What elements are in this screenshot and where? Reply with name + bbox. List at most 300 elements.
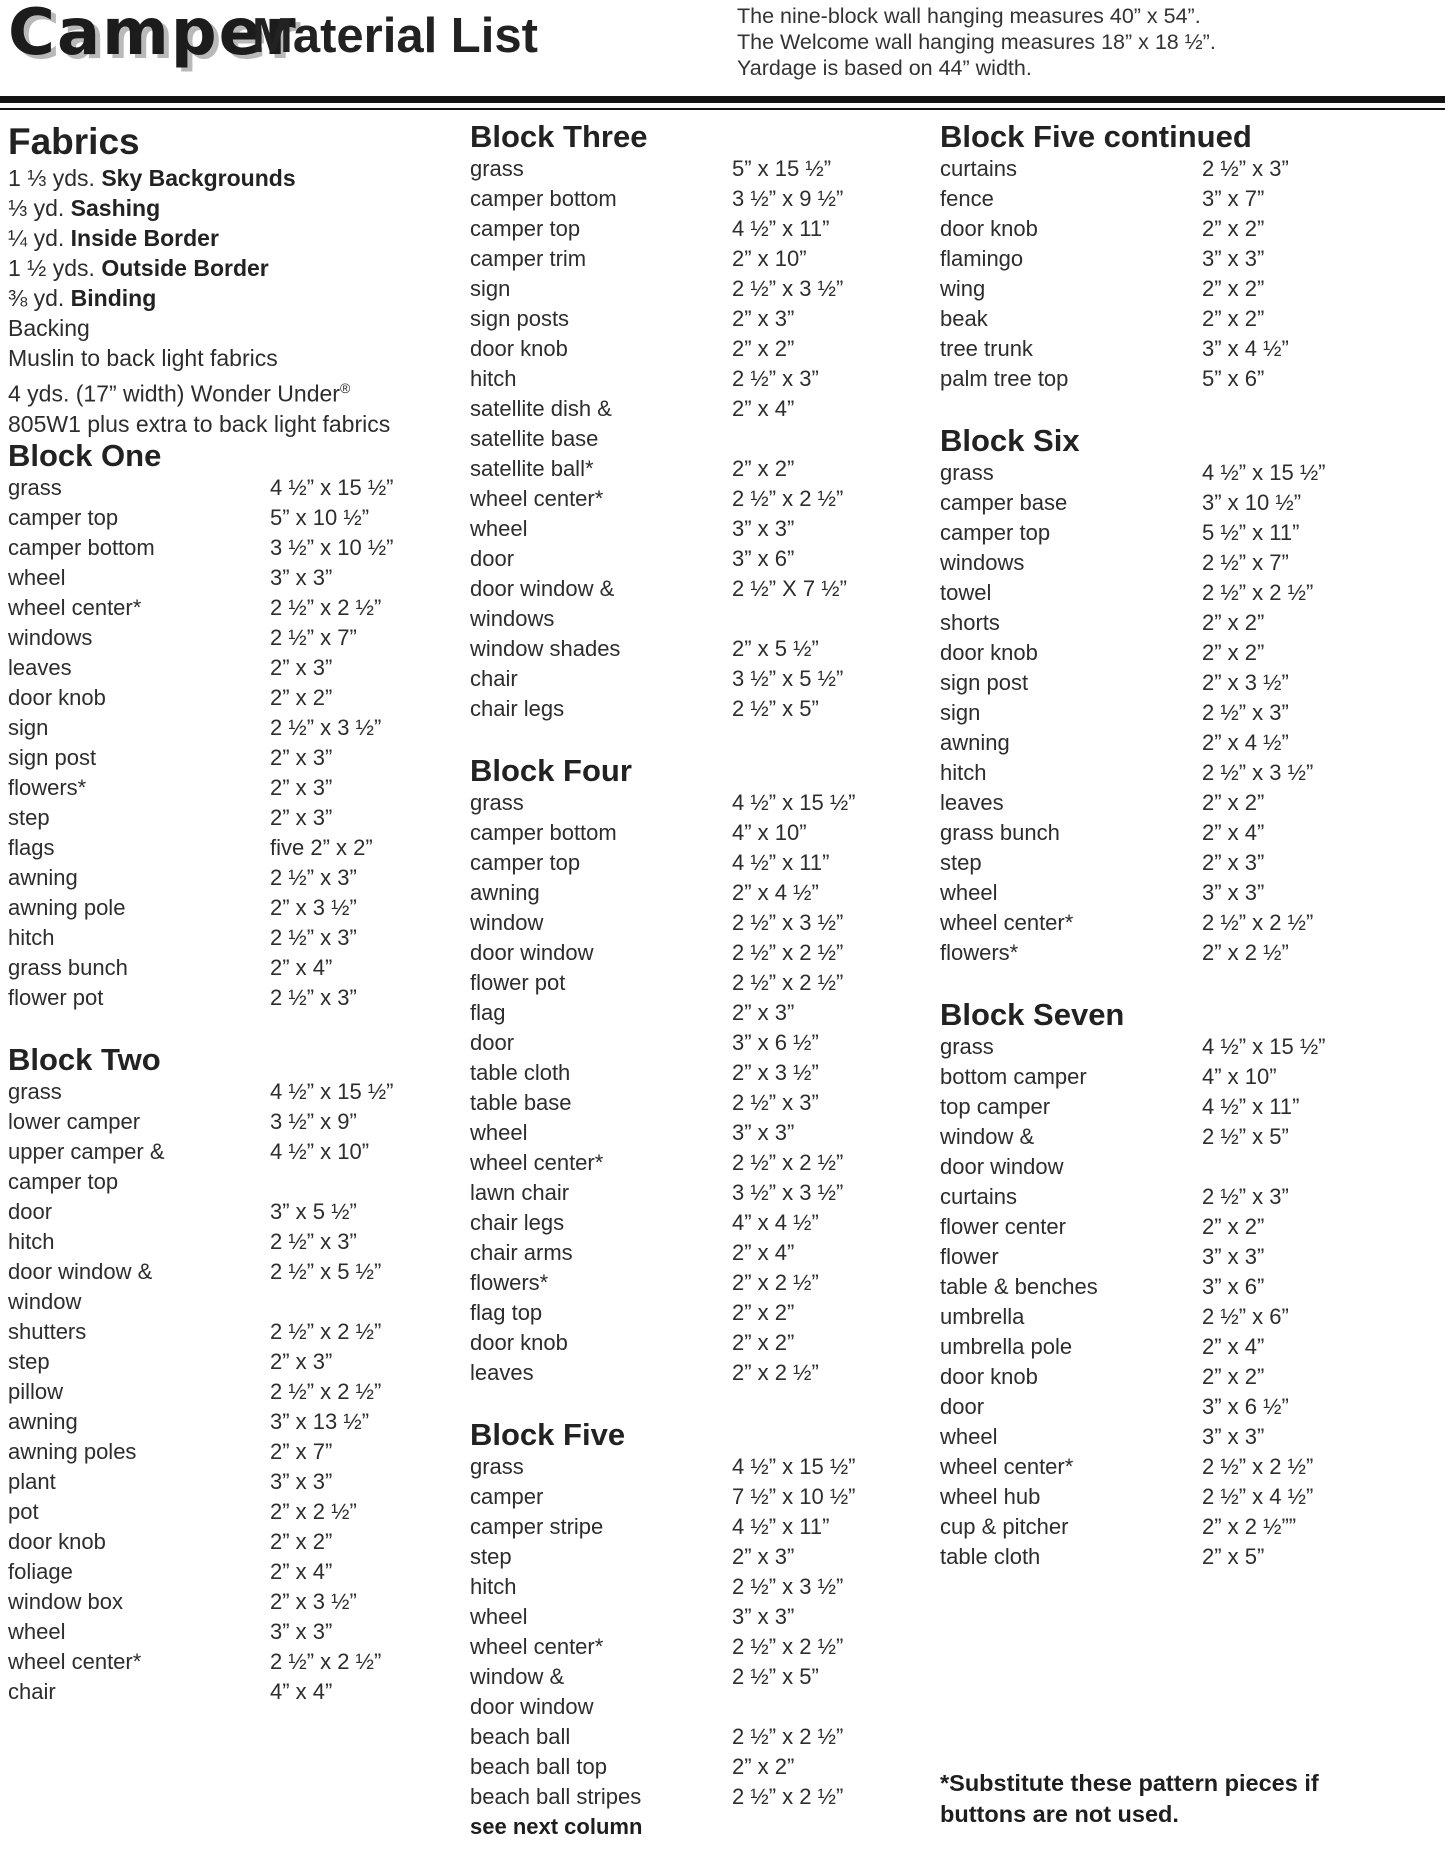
fabric-quantity: Muslin to back light fabrics — [8, 345, 278, 371]
material-row — [470, 1358, 934, 1388]
material-row — [940, 214, 1440, 244]
material-dimension: 2” x 2” — [270, 1528, 333, 1554]
material-dimension: 3” x 6” — [732, 546, 795, 571]
block-heading: Block Five — [470, 1417, 626, 1452]
material-dimension: 2 ½” x 5 ½” — [270, 1258, 382, 1284]
material-dimension: 2” x 7” — [270, 1438, 333, 1464]
material-dimension: 2” x 3 ½” — [732, 1060, 819, 1085]
registered-mark: ® — [339, 380, 351, 396]
material-dimension: 2 ½” x 3” — [732, 1090, 819, 1115]
material-dimension: 2” x 2” — [270, 684, 333, 710]
material-row — [470, 788, 934, 818]
material-row — [470, 394, 934, 454]
material-row — [470, 184, 934, 214]
material-dimension: 2 ½” x 6” — [1202, 1304, 1289, 1329]
material-dimension: 2 ½” x 2 ½” — [270, 1378, 382, 1404]
material-row — [470, 214, 934, 244]
material-dimension: 2 ½” X 7 ½” — [732, 576, 847, 601]
material-label: camper bottom — [8, 534, 155, 560]
material-label: beak — [940, 306, 988, 331]
fabrics-heading: Fabrics — [8, 121, 140, 162]
material-row — [940, 274, 1440, 304]
material-label: wheel — [8, 564, 66, 590]
material-dimension: 3” x 10 ½” — [1202, 490, 1302, 515]
material-label: door knob — [470, 336, 568, 361]
material-label: hitch — [8, 924, 55, 950]
material-dimension: 3 ½” x 10 ½” — [270, 534, 394, 560]
material-label: flags — [8, 834, 55, 860]
material-dimension: 3” x 6 ½” — [732, 1030, 819, 1055]
fabric-name: Outside Border — [101, 255, 269, 281]
material-label: windows — [8, 624, 93, 650]
fabric-name: Inside Border — [70, 225, 219, 251]
material-label: umbrella — [940, 1304, 1025, 1329]
material-label: foliage — [8, 1558, 73, 1584]
material-row — [470, 304, 934, 334]
material-dimension: 4 ½” x 15 ½” — [270, 1078, 394, 1104]
material-dimension: 3” x 3” — [270, 1468, 333, 1494]
material-dimension: 3” x 3” — [1202, 246, 1265, 271]
material-row — [8, 833, 464, 863]
material-label: camper top — [470, 850, 581, 875]
material-dimension: 2 ½” x 2 ½” — [1202, 580, 1314, 605]
material-dimension: 2” x 2” — [1202, 1364, 1265, 1389]
material-dimension: 2” x 2” — [1202, 306, 1265, 331]
material-row — [940, 334, 1440, 364]
column-middle — [470, 120, 934, 1842]
material-row — [940, 488, 1440, 518]
material-label: grass — [940, 460, 994, 485]
material-row — [8, 1587, 464, 1617]
material-dimension: 2” x 3” — [270, 1348, 333, 1374]
column-right — [940, 120, 1440, 1572]
material-row — [470, 1208, 934, 1238]
material-dimension: 3” x 13 ½” — [270, 1408, 370, 1434]
material-dimension: 2 ½” x 2 ½” — [1202, 910, 1314, 935]
material-label: flag — [470, 1000, 506, 1025]
fabric-name: Sashing — [70, 195, 161, 221]
material-dimension: 2 ½” x 2 ½” — [732, 1150, 844, 1175]
material-label: awning pole — [8, 894, 126, 920]
material-dimension: 7 ½” x 10 ½” — [732, 1484, 856, 1509]
material-label: window shades — [470, 636, 621, 661]
material-dimension: 3” x 5 ½” — [270, 1198, 357, 1224]
material-dimension: 4 ½” x 15 ½” — [732, 1454, 856, 1479]
material-row — [470, 1602, 934, 1632]
material-row — [470, 244, 934, 274]
material-row — [470, 334, 934, 364]
material-dimension: 2” x 2” — [1202, 276, 1265, 301]
material-label: wheel center* — [8, 594, 142, 620]
material-dimension: 4 ½” x 15 ½” — [732, 790, 856, 815]
material-dimension: 2 ½” x 3 ½” — [270, 714, 382, 740]
material-row — [470, 1118, 934, 1148]
material-row — [8, 1347, 464, 1377]
material-label: camper trim — [470, 246, 587, 271]
footnote-line: *Substitute these pattern pieces if — [940, 1770, 1319, 1796]
material-label: shorts — [940, 610, 1000, 635]
material-label: beach ball — [470, 1724, 571, 1749]
material-row — [8, 1677, 464, 1707]
block-heading: Block Five continued — [940, 119, 1252, 154]
material-label: plant — [8, 1468, 56, 1494]
material-row — [940, 758, 1440, 788]
material-row — [8, 533, 464, 563]
material-dimension: 3 ½” x 9” — [270, 1108, 357, 1134]
material-row — [8, 473, 464, 503]
material-dimension: 2” x 2” — [732, 1300, 795, 1325]
material-dimension: 2 ½” x 3” — [1202, 156, 1289, 181]
material-row — [470, 694, 934, 724]
material-dimension: 5 ½” x 11” — [1202, 520, 1300, 545]
material-row — [940, 154, 1440, 184]
material-dimension: 2” x 2” — [732, 336, 795, 361]
material-row — [470, 1028, 934, 1058]
material-row — [470, 1328, 934, 1358]
material-row — [940, 1542, 1440, 1572]
measurement-notes — [737, 3, 1216, 81]
material-dimension: 2” x 2” — [1202, 216, 1265, 241]
material-dimension: 4 ½” x 11” — [732, 1514, 830, 1539]
material-dimension: 3 ½” x 5 ½” — [732, 666, 844, 691]
material-row — [940, 578, 1440, 608]
material-dimension: 3” x 3” — [1202, 1244, 1265, 1269]
material-label: wheel hub — [940, 1484, 1041, 1509]
material-dimension: 2” x 2” — [1202, 1214, 1265, 1239]
material-label: camper top — [940, 520, 1051, 545]
material-label: awning — [8, 864, 78, 890]
material-label: hitch — [8, 1228, 55, 1254]
material-row — [8, 1557, 464, 1587]
material-dimension: 2” x 4” — [1202, 1334, 1265, 1359]
material-row — [940, 878, 1440, 908]
material-label: wheel center* — [470, 486, 604, 511]
material-dimension: 2” x 3” — [732, 1000, 795, 1025]
header-rule-thin — [0, 108, 1445, 110]
material-row — [940, 728, 1440, 758]
material-row — [8, 1437, 464, 1467]
material-label: table & benches — [940, 1274, 1098, 1299]
material-dimension: 2” x 2” — [732, 1330, 795, 1355]
material-dimension: 4 ½” x 11” — [1202, 1094, 1300, 1119]
material-label: bottom camper — [940, 1064, 1087, 1089]
substitute-footnote — [940, 1768, 1319, 1830]
material-label: umbrella pole — [940, 1334, 1073, 1359]
material-label: door knob — [940, 216, 1038, 241]
material-dimension: 2 ½” x 3” — [1202, 1184, 1289, 1209]
material-label: camper top — [470, 216, 581, 241]
material-row — [470, 1632, 934, 1662]
material-row — [940, 1332, 1440, 1362]
material-dimension: 2” x 3” — [1202, 850, 1265, 875]
material-dimension: 2” x 2 ½” — [732, 1270, 819, 1295]
material-dimension: 2 ½” x 2 ½” — [732, 486, 844, 511]
material-row — [8, 593, 464, 623]
material-dimension: 3 ½” x 9 ½” — [732, 186, 844, 211]
material-label: satellite ball* — [470, 456, 594, 481]
material-dimension: 2 ½” x 3 ½” — [1202, 760, 1314, 785]
material-label: sign posts — [470, 306, 570, 331]
material-dimension: 3” x 3” — [270, 1618, 333, 1644]
material-row — [8, 773, 464, 803]
material-label: wheel — [470, 1604, 528, 1629]
material-label: awning — [8, 1408, 78, 1434]
fabric-name: Binding — [70, 285, 157, 311]
material-label: grass — [940, 1034, 994, 1059]
material-dimension: 2” x 5 ½” — [732, 636, 819, 661]
material-label: awning — [940, 730, 1010, 755]
material-label: awning — [470, 880, 540, 905]
material-dimension: 2 ½” x 3” — [270, 864, 357, 890]
material-row — [8, 1197, 464, 1227]
material-row — [8, 1617, 464, 1647]
material-label: door window — [470, 940, 594, 965]
material-label: door window & windows — [470, 576, 615, 631]
material-row — [470, 1238, 934, 1268]
fabric-quantity: ¼ yd. — [8, 225, 71, 251]
fabric-quantity: 805W1 plus extra to back light fabrics — [8, 410, 391, 437]
material-label: sign — [8, 714, 49, 740]
material-label: leaves — [470, 1360, 534, 1385]
material-label: chair — [470, 666, 518, 691]
material-row — [470, 664, 934, 694]
material-label: wheel center* — [940, 910, 1074, 935]
material-label: grass — [470, 790, 524, 815]
blocks-column-2 — [470, 120, 934, 1842]
material-row — [8, 563, 464, 593]
material-row — [470, 154, 934, 184]
material-label: sign — [470, 276, 511, 301]
material-row — [8, 1227, 464, 1257]
material-dimension: 2” x 3” — [270, 654, 333, 680]
material-label: curtains — [940, 1184, 1018, 1209]
material-row — [940, 1092, 1440, 1122]
material-row — [470, 1542, 934, 1572]
material-dimension: 2 ½” x 2 ½” — [270, 594, 382, 620]
material-row — [940, 788, 1440, 818]
material-label: chair arms — [470, 1240, 573, 1265]
material-row — [470, 574, 934, 634]
material-row — [8, 1527, 464, 1557]
material-dimension: 3” x 3” — [270, 564, 333, 590]
material-label: door knob — [940, 1364, 1038, 1389]
material-label: lawn chair — [470, 1180, 570, 1205]
fabric-line — [8, 163, 464, 193]
material-dimension: 2” x 2” — [732, 456, 795, 481]
material-dimension: 2 ½” x 5” — [732, 696, 819, 721]
material-row — [8, 503, 464, 533]
material-row — [8, 803, 464, 833]
material-dimension: 2” x 3 ½” — [1202, 670, 1289, 695]
material-dimension: 2” x 2” — [1202, 610, 1265, 635]
material-row — [8, 623, 464, 653]
material-label: flower pot — [470, 970, 566, 995]
material-row — [940, 1062, 1440, 1092]
material-dimension: 2 ½” x 2 ½” — [1202, 1454, 1314, 1479]
material-label: door window & window — [8, 1258, 153, 1314]
material-dimension: 4” x 10” — [732, 820, 807, 845]
material-row — [940, 1272, 1440, 1302]
material-dimension: 3” x 4 ½” — [1202, 336, 1289, 361]
material-row — [940, 1032, 1440, 1062]
material-row — [940, 698, 1440, 728]
material-label: door — [470, 1030, 515, 1055]
material-label: grass — [470, 156, 524, 181]
material-dimension: 5” x 10 ½” — [270, 504, 370, 530]
material-dimension: 2 ½” x 2 ½” — [732, 1724, 844, 1749]
fabric-line — [8, 313, 464, 343]
material-label: windows — [940, 550, 1025, 575]
material-row — [940, 668, 1440, 698]
material-dimension: 2 ½” x 3 ½” — [732, 276, 844, 301]
material-dimension: 2” x 2 ½”” — [1202, 1514, 1297, 1539]
material-dimension: 4” x 4 ½” — [732, 1210, 819, 1235]
material-row — [940, 1482, 1440, 1512]
material-row — [470, 938, 934, 968]
material-label: top camper — [940, 1094, 1051, 1119]
block-heading: Block Seven — [940, 997, 1125, 1032]
material-label: hitch — [470, 1574, 517, 1599]
material-dimension: 4” x 4” — [270, 1678, 333, 1704]
material-dimension: 4 ½” x 15 ½” — [1202, 1034, 1326, 1059]
fabric-quantity: 1 ½ yds. — [8, 255, 102, 281]
material-dimension: 4” x 10” — [1202, 1064, 1277, 1089]
material-row — [940, 1422, 1440, 1452]
material-label: sign — [940, 700, 981, 725]
material-dimension: 2” x 2” — [1202, 790, 1265, 815]
material-dimension: 2” x 2 ½” — [270, 1498, 357, 1524]
blocks-column-3 — [940, 120, 1440, 1572]
material-dimension: 2 ½” x 5” — [732, 1664, 819, 1689]
material-label: sign post — [8, 744, 97, 770]
material-label: grass — [8, 474, 62, 500]
material-dimension: 4 ½” x 11” — [732, 850, 830, 875]
material-row — [8, 1137, 464, 1197]
material-dimension: 3” x 7” — [1202, 186, 1265, 211]
material-dimension: 2” x 3” — [270, 744, 333, 770]
material-row — [470, 998, 934, 1028]
material-label: camper base — [940, 490, 1068, 515]
material-row — [940, 304, 1440, 334]
material-label: wheel — [470, 1120, 528, 1145]
material-label: grass bunch — [940, 820, 1060, 845]
material-label: camper top — [8, 504, 119, 530]
material-row — [470, 878, 934, 908]
material-row — [940, 818, 1440, 848]
material-row — [470, 364, 934, 394]
material-dimension: 2” x 3” — [732, 1544, 795, 1569]
material-label: flower center — [940, 1214, 1066, 1239]
material-label: leaves — [8, 654, 72, 680]
material-dimension: 2 ½” x 3” — [270, 984, 357, 1010]
material-label: wheel — [940, 880, 998, 905]
material-dimension: 2” x 3” — [732, 306, 795, 331]
material-row — [470, 484, 934, 514]
material-label: window box — [8, 1588, 123, 1614]
fabric-line — [8, 373, 464, 409]
note-line: The Welcome wall hanging measures 18” x 18 ½”. — [737, 30, 1216, 54]
material-label: door — [940, 1394, 985, 1419]
material-dimension: 3” x 3” — [1202, 1424, 1265, 1449]
material-row — [940, 518, 1440, 548]
material-row — [940, 1302, 1440, 1332]
material-row — [470, 1722, 934, 1752]
material-dimension: 5” x 6” — [1202, 366, 1265, 391]
material-row — [940, 1212, 1440, 1242]
material-label: window & door window — [940, 1124, 1064, 1179]
material-label: pot — [8, 1498, 39, 1524]
material-label: chair legs — [470, 696, 565, 721]
material-row — [470, 634, 934, 664]
material-label: table cloth — [470, 1060, 571, 1085]
material-dimension: 2” x 2” — [732, 1754, 795, 1779]
material-dimension: 2 ½” x 4 ½” — [1202, 1484, 1314, 1509]
material-label: grass — [8, 1078, 62, 1104]
material-label: wheel center* — [470, 1634, 604, 1659]
material-dimension: 4 ½” x 15 ½” — [1202, 460, 1326, 485]
material-label: beach ball top — [470, 1754, 607, 1779]
material-row — [940, 1362, 1440, 1392]
material-row — [470, 1178, 934, 1208]
material-row — [940, 364, 1440, 394]
material-dimension: 2 ½” x 3” — [270, 1228, 357, 1254]
material-label: step — [470, 1544, 512, 1569]
material-label: chair — [8, 1678, 56, 1704]
material-row — [470, 848, 934, 878]
material-dimension: 2 ½” x 3” — [270, 924, 357, 950]
material-label: step — [940, 850, 982, 875]
material-label: wheel center* — [8, 1648, 142, 1674]
page-title: Material List — [252, 9, 538, 63]
material-label: wheel — [940, 1424, 998, 1449]
material-row — [940, 244, 1440, 274]
material-row — [470, 1662, 934, 1722]
fabric-name: Sky Backgrounds — [101, 165, 296, 191]
material-dimension: 2 ½” x 7” — [1202, 550, 1289, 575]
material-row — [470, 1572, 934, 1602]
material-row — [940, 908, 1440, 938]
material-dimension: 2” x 4” — [1202, 820, 1265, 845]
material-row — [8, 743, 464, 773]
material-dimension: 2 ½” x 2 ½” — [270, 1318, 382, 1344]
material-row — [470, 1752, 934, 1782]
material-dimension: 4 ½” x 15 ½” — [270, 474, 394, 500]
material-label: see next column — [470, 1814, 643, 1839]
fabric-quantity: 4 yds. (17” width) Wonder Under — [8, 380, 340, 407]
material-label: flamingo — [940, 246, 1024, 271]
material-dimension: 2” x 4 ½” — [732, 880, 819, 905]
material-row — [8, 983, 464, 1013]
material-label: upper camper & camper top — [8, 1138, 165, 1194]
material-label: step — [8, 804, 50, 830]
material-row — [470, 1812, 934, 1842]
material-row — [940, 1392, 1440, 1422]
material-dimension: 2” x 4” — [270, 954, 333, 980]
material-dimension: 2 ½” x 2 ½” — [732, 940, 844, 965]
material-row — [8, 893, 464, 923]
material-label: towel — [940, 580, 992, 605]
material-row — [8, 1377, 464, 1407]
material-row — [8, 1497, 464, 1527]
material-label: door knob — [8, 1528, 106, 1554]
material-label: chair legs — [470, 1210, 565, 1235]
material-row — [470, 454, 934, 484]
material-dimension: 3” x 3” — [732, 1604, 795, 1629]
material-dimension: 4 ½” x 10” — [270, 1138, 370, 1164]
material-row — [470, 1148, 934, 1178]
material-row — [8, 1257, 464, 1317]
material-row — [940, 608, 1440, 638]
